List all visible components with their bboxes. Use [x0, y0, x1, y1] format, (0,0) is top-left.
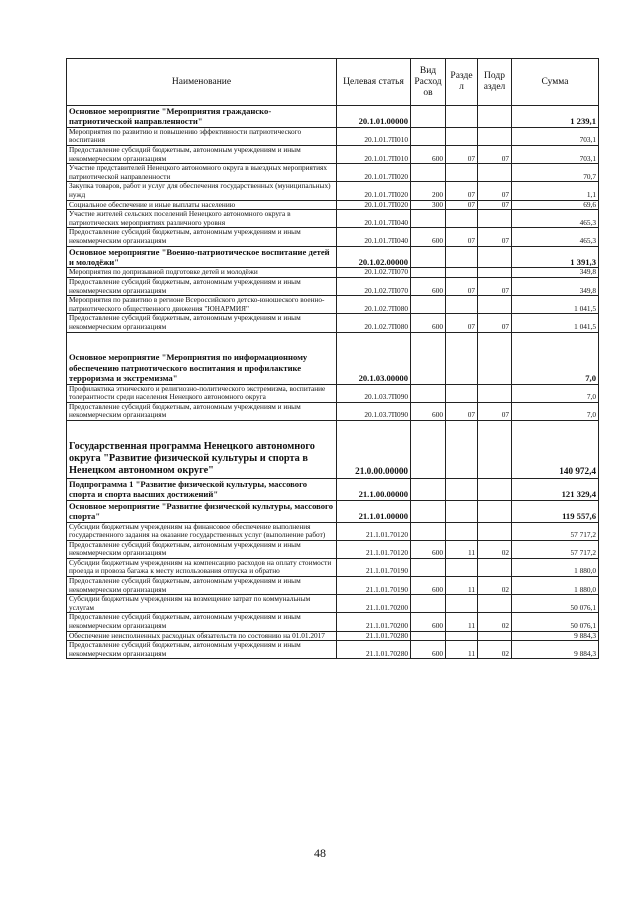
row-razdel [446, 332, 478, 384]
row-razdel: 07 [446, 228, 478, 246]
row-podrazdel [478, 246, 512, 268]
row-name: Субсидии бюджетным учреждениям на финансовое обеспечение выполнения государственного задания на оказание государственных услуг (выполнение работ) [67, 522, 337, 540]
row-podrazdel [478, 478, 512, 500]
table-row [67, 420, 599, 478]
row-name: Участие представителей Ненецкого автономного округа в выездных мероприятиях патриотической направленности [67, 164, 337, 182]
row-razdel: 07 [446, 314, 478, 332]
row-podrazdel [478, 164, 512, 182]
row-razdel [446, 420, 478, 478]
row-razdel: 11 [446, 613, 478, 631]
row-vid: 600 [411, 228, 446, 246]
table-row [67, 277, 599, 295]
row-podrazdel: 02 [478, 540, 512, 558]
row-podrazdel [478, 595, 512, 613]
row-code: 20.1.02.7П070 [337, 277, 411, 295]
row-razdel: 11 [446, 641, 478, 659]
row-name: Основное мероприятие "Мероприятия гражданско-патриотической направленности" [67, 106, 337, 128]
row-code: 20.1.01.7П010 [337, 146, 411, 164]
row-code: 21.1.00.00000 [337, 478, 411, 500]
row-name: Предоставление субсидий бюджетным, автономным учреждениям и иным некоммерческим организациям [67, 540, 337, 558]
budget-table [66, 58, 599, 659]
table-body [67, 106, 599, 659]
table-row [67, 127, 599, 145]
row-vid: 300 [411, 200, 446, 210]
row-podrazdel [478, 631, 512, 641]
row-code: 21.1.01.70120 [337, 522, 411, 540]
row-podrazdel [478, 210, 512, 228]
row-code: 20.1.02.7П080 [337, 296, 411, 314]
table-row [67, 631, 599, 641]
row-summa: 50 076,1 [512, 613, 599, 631]
row-summa: 349,8 [512, 268, 599, 278]
row-code: 20.1.02.00000 [337, 246, 411, 268]
table-row [67, 641, 599, 659]
row-podrazdel: 07 [478, 314, 512, 332]
table-row [67, 577, 599, 595]
row-summa: 9 884,3 [512, 641, 599, 659]
table-row [67, 558, 599, 576]
row-name: Предоставление субсидий бюджетным, автономным учреждениям и иным некоммерческим организациям [67, 641, 337, 659]
row-code: 21.1.01.70200 [337, 595, 411, 613]
row-razdel [446, 164, 478, 182]
table-row [67, 268, 599, 278]
row-code: 20.1.01.7П020 [337, 182, 411, 200]
row-podrazdel [478, 500, 512, 522]
row-razdel: 07 [446, 200, 478, 210]
row-podrazdel [478, 420, 512, 478]
row-code: 20.1.01.7П040 [337, 210, 411, 228]
row-code: 20.1.02.7П080 [337, 314, 411, 332]
table-row [67, 210, 599, 228]
row-razdel [446, 558, 478, 576]
row-vid: 600 [411, 577, 446, 595]
row-razdel [446, 595, 478, 613]
row-code: 21.1.01.70190 [337, 558, 411, 576]
row-name: Обеспечение неисполненных расходных обязательств по состоянию на 01.01.2017 [67, 631, 337, 641]
table-row [67, 540, 599, 558]
row-razdel [446, 478, 478, 500]
row-vid [411, 246, 446, 268]
row-name: Государственная программа Ненецкого автономного округа "Развитие физической культуры и спорта в Ненецком автономном округе" [67, 420, 337, 478]
row-podrazdel [478, 106, 512, 128]
row-razdel: 07 [446, 182, 478, 200]
table-header-row [67, 59, 599, 106]
row-vid: 600 [411, 613, 446, 631]
row-name: Предоставление субсидий бюджетным, автономным учреждениям и иным некоммерческим организациям [67, 577, 337, 595]
table-row [67, 182, 599, 200]
table-row [67, 402, 599, 420]
row-summa: 9 884,3 [512, 631, 599, 641]
row-summa: 121 329,4 [512, 478, 599, 500]
row-vid [411, 500, 446, 522]
table-row [67, 106, 599, 128]
header-code: Целевая статья [337, 59, 411, 106]
row-vid: 600 [411, 540, 446, 558]
row-razdel [446, 246, 478, 268]
row-name: Субсидии бюджетным учреждениям на возмещение затрат по коммунальным услугам [67, 595, 337, 613]
row-vid [411, 558, 446, 576]
row-podrazdel: 07 [478, 277, 512, 295]
row-name: Субсидии бюджетным учреждениям на компенсацию расходов на оплату стоимости проезда и провоза багажа к месту использования отпуска и обратно [67, 558, 337, 576]
row-summa: 69,6 [512, 200, 599, 210]
table-row [67, 314, 599, 332]
row-code: 21.1.01.00000 [337, 500, 411, 522]
row-name: Предоставление субсидий бюджетным, автономным учреждениям и иным некоммерческим организациям [67, 314, 337, 332]
row-code: 20.1.02.7П070 [337, 268, 411, 278]
row-summa: 57 717,2 [512, 540, 599, 558]
row-podrazdel [478, 268, 512, 278]
row-name: Предоставление субсидий бюджетным, автономным учреждениям и иным некоммерческим организациям [67, 228, 337, 246]
row-code: 20.1.01.7П020 [337, 200, 411, 210]
row-vid [411, 164, 446, 182]
row-summa: 349,8 [512, 277, 599, 295]
row-podrazdel: 07 [478, 402, 512, 420]
row-code: 21.1.01.70280 [337, 641, 411, 659]
row-podrazdel: 02 [478, 641, 512, 659]
table-row [67, 164, 599, 182]
row-vid [411, 478, 446, 500]
row-razdel: 07 [446, 146, 478, 164]
header-name: Наименование [67, 59, 337, 106]
row-vid: 200 [411, 182, 446, 200]
row-razdel [446, 384, 478, 402]
row-vid [411, 127, 446, 145]
row-podrazdel [478, 296, 512, 314]
row-vid [411, 106, 446, 128]
row-name: Предоставление субсидий бюджетным, автономным учреждениям и иным некоммерческим организациям [67, 402, 337, 420]
row-razdel: 11 [446, 540, 478, 558]
row-podrazdel: 02 [478, 577, 512, 595]
row-summa: 1 239,1 [512, 106, 599, 128]
row-podrazdel [478, 522, 512, 540]
row-vid [411, 210, 446, 228]
row-summa: 7,0 [512, 384, 599, 402]
table-row [67, 200, 599, 210]
row-vid [411, 420, 446, 478]
row-code: 20.1.01.7П040 [337, 228, 411, 246]
row-summa: 1 041,5 [512, 314, 599, 332]
row-razdel: 11 [446, 577, 478, 595]
header-razdel: Разде л [446, 59, 478, 106]
row-summa: 1 880,0 [512, 577, 599, 595]
row-razdel [446, 522, 478, 540]
row-razdel [446, 631, 478, 641]
row-razdel [446, 268, 478, 278]
row-code: 21.1.01.70120 [337, 540, 411, 558]
row-code: 20.1.01.00000 [337, 106, 411, 128]
row-summa: 57 717,2 [512, 522, 599, 540]
row-razdel [446, 127, 478, 145]
row-name: Предоставление субсидий бюджетным, автономным учреждениям и иным некоммерческим организациям [67, 146, 337, 164]
row-razdel [446, 296, 478, 314]
row-podrazdel [478, 332, 512, 384]
table-row [67, 228, 599, 246]
row-name: Закупка товаров, работ и услуг для обеспечения государственных (муниципальных) нужд [67, 182, 337, 200]
row-vid: 600 [411, 314, 446, 332]
row-vid: 600 [411, 402, 446, 420]
row-vid: 600 [411, 277, 446, 295]
row-summa: 1 880,0 [512, 558, 599, 576]
table-row [67, 296, 599, 314]
row-summa: 50 076,1 [512, 595, 599, 613]
table-row [67, 146, 599, 164]
row-name: Мероприятия по допризывной подготовке детей и молодёжи [67, 268, 337, 278]
table-row [67, 500, 599, 522]
row-vid [411, 296, 446, 314]
table-row [67, 332, 599, 384]
row-code: 21.0.00.00000 [337, 420, 411, 478]
table-row [67, 384, 599, 402]
page-number: 48 [314, 846, 326, 860]
row-code: 20.1.03.7П090 [337, 384, 411, 402]
row-summa: 7,0 [512, 332, 599, 384]
table-row [67, 595, 599, 613]
row-podrazdel: 07 [478, 146, 512, 164]
row-code: 21.1.01.70200 [337, 613, 411, 631]
row-name: Мероприятия по развитию и повышению эффективности патриотического воспитания [67, 127, 337, 145]
table-row [67, 478, 599, 500]
row-summa: 465,3 [512, 210, 599, 228]
row-podrazdel [478, 127, 512, 145]
row-vid [411, 332, 446, 384]
table-row [67, 522, 599, 540]
row-vid [411, 384, 446, 402]
row-razdel [446, 500, 478, 522]
row-summa: 7,0 [512, 402, 599, 420]
row-name: Профилактика этнического и религиозно-политического экстремизма, воспитание толерантности среди населения Ненецкого автономного округа [67, 384, 337, 402]
row-name: Основное мероприятие "Военно-патриотическое воспитание детей и молодёжи" [67, 246, 337, 268]
row-name: Мероприятия по развитию в регионе Всероссийского детско-юношеского военно-патриотического общественного движения "ЮНАРМИЯ" [67, 296, 337, 314]
row-code: 20.1.01.7П010 [337, 127, 411, 145]
header-summa: Сумма [512, 59, 599, 106]
row-code: 21.1.01.70190 [337, 577, 411, 595]
row-summa: 140 972,4 [512, 420, 599, 478]
row-summa: 1 391,3 [512, 246, 599, 268]
row-podrazdel: 07 [478, 200, 512, 210]
row-summa: 70,7 [512, 164, 599, 182]
header-podrazdel: Подр аздел [478, 59, 512, 106]
row-razdel: 07 [446, 277, 478, 295]
row-name: Основное мероприятие "Мероприятия по информационному обеспечению патриотического воспитания и профилактике терроризма и экстремизма" [67, 332, 337, 384]
table-row [67, 613, 599, 631]
row-podrazdel: 07 [478, 228, 512, 246]
row-code: 21.1.01.70280 [337, 631, 411, 641]
row-vid: 600 [411, 146, 446, 164]
row-name: Социальное обеспечение и иные выплаты населению [67, 200, 337, 210]
row-razdel [446, 210, 478, 228]
row-podrazdel: 07 [478, 182, 512, 200]
row-vid [411, 595, 446, 613]
row-name: Участие жителей сельских поселений Ненецкого автономного округа в патриотических мероприятиях различного уровня [67, 210, 337, 228]
row-vid [411, 631, 446, 641]
row-summa: 703,1 [512, 127, 599, 145]
row-summa: 1 041,5 [512, 296, 599, 314]
row-podrazdel [478, 384, 512, 402]
row-vid [411, 522, 446, 540]
table-row [67, 246, 599, 268]
row-name: Подпрограмма 1 "Развитие физической культуры, массового спорта и спорта высших достижений" [67, 478, 337, 500]
row-razdel [446, 106, 478, 128]
row-code: 20.1.03.00000 [337, 332, 411, 384]
row-code: 20.1.03.7П090 [337, 402, 411, 420]
row-summa: 1,1 [512, 182, 599, 200]
row-vid [411, 268, 446, 278]
row-name: Предоставление субсидий бюджетным, автономным учреждениям и иным некоммерческим организациям [67, 613, 337, 631]
row-summa: 703,1 [512, 146, 599, 164]
row-vid: 600 [411, 641, 446, 659]
row-name: Основное мероприятие "Развитие физической культуры, массового спорта" [67, 500, 337, 522]
row-podrazdel [478, 558, 512, 576]
row-code: 20.1.01.7П020 [337, 164, 411, 182]
row-summa: 465,3 [512, 228, 599, 246]
row-razdel: 07 [446, 402, 478, 420]
row-summa: 119 557,6 [512, 500, 599, 522]
row-name: Предоставление субсидий бюджетным, автономным учреждениям и иным некоммерческим организациям [67, 277, 337, 295]
header-vid: Вид Расход ов [411, 59, 446, 106]
row-podrazdel: 02 [478, 613, 512, 631]
